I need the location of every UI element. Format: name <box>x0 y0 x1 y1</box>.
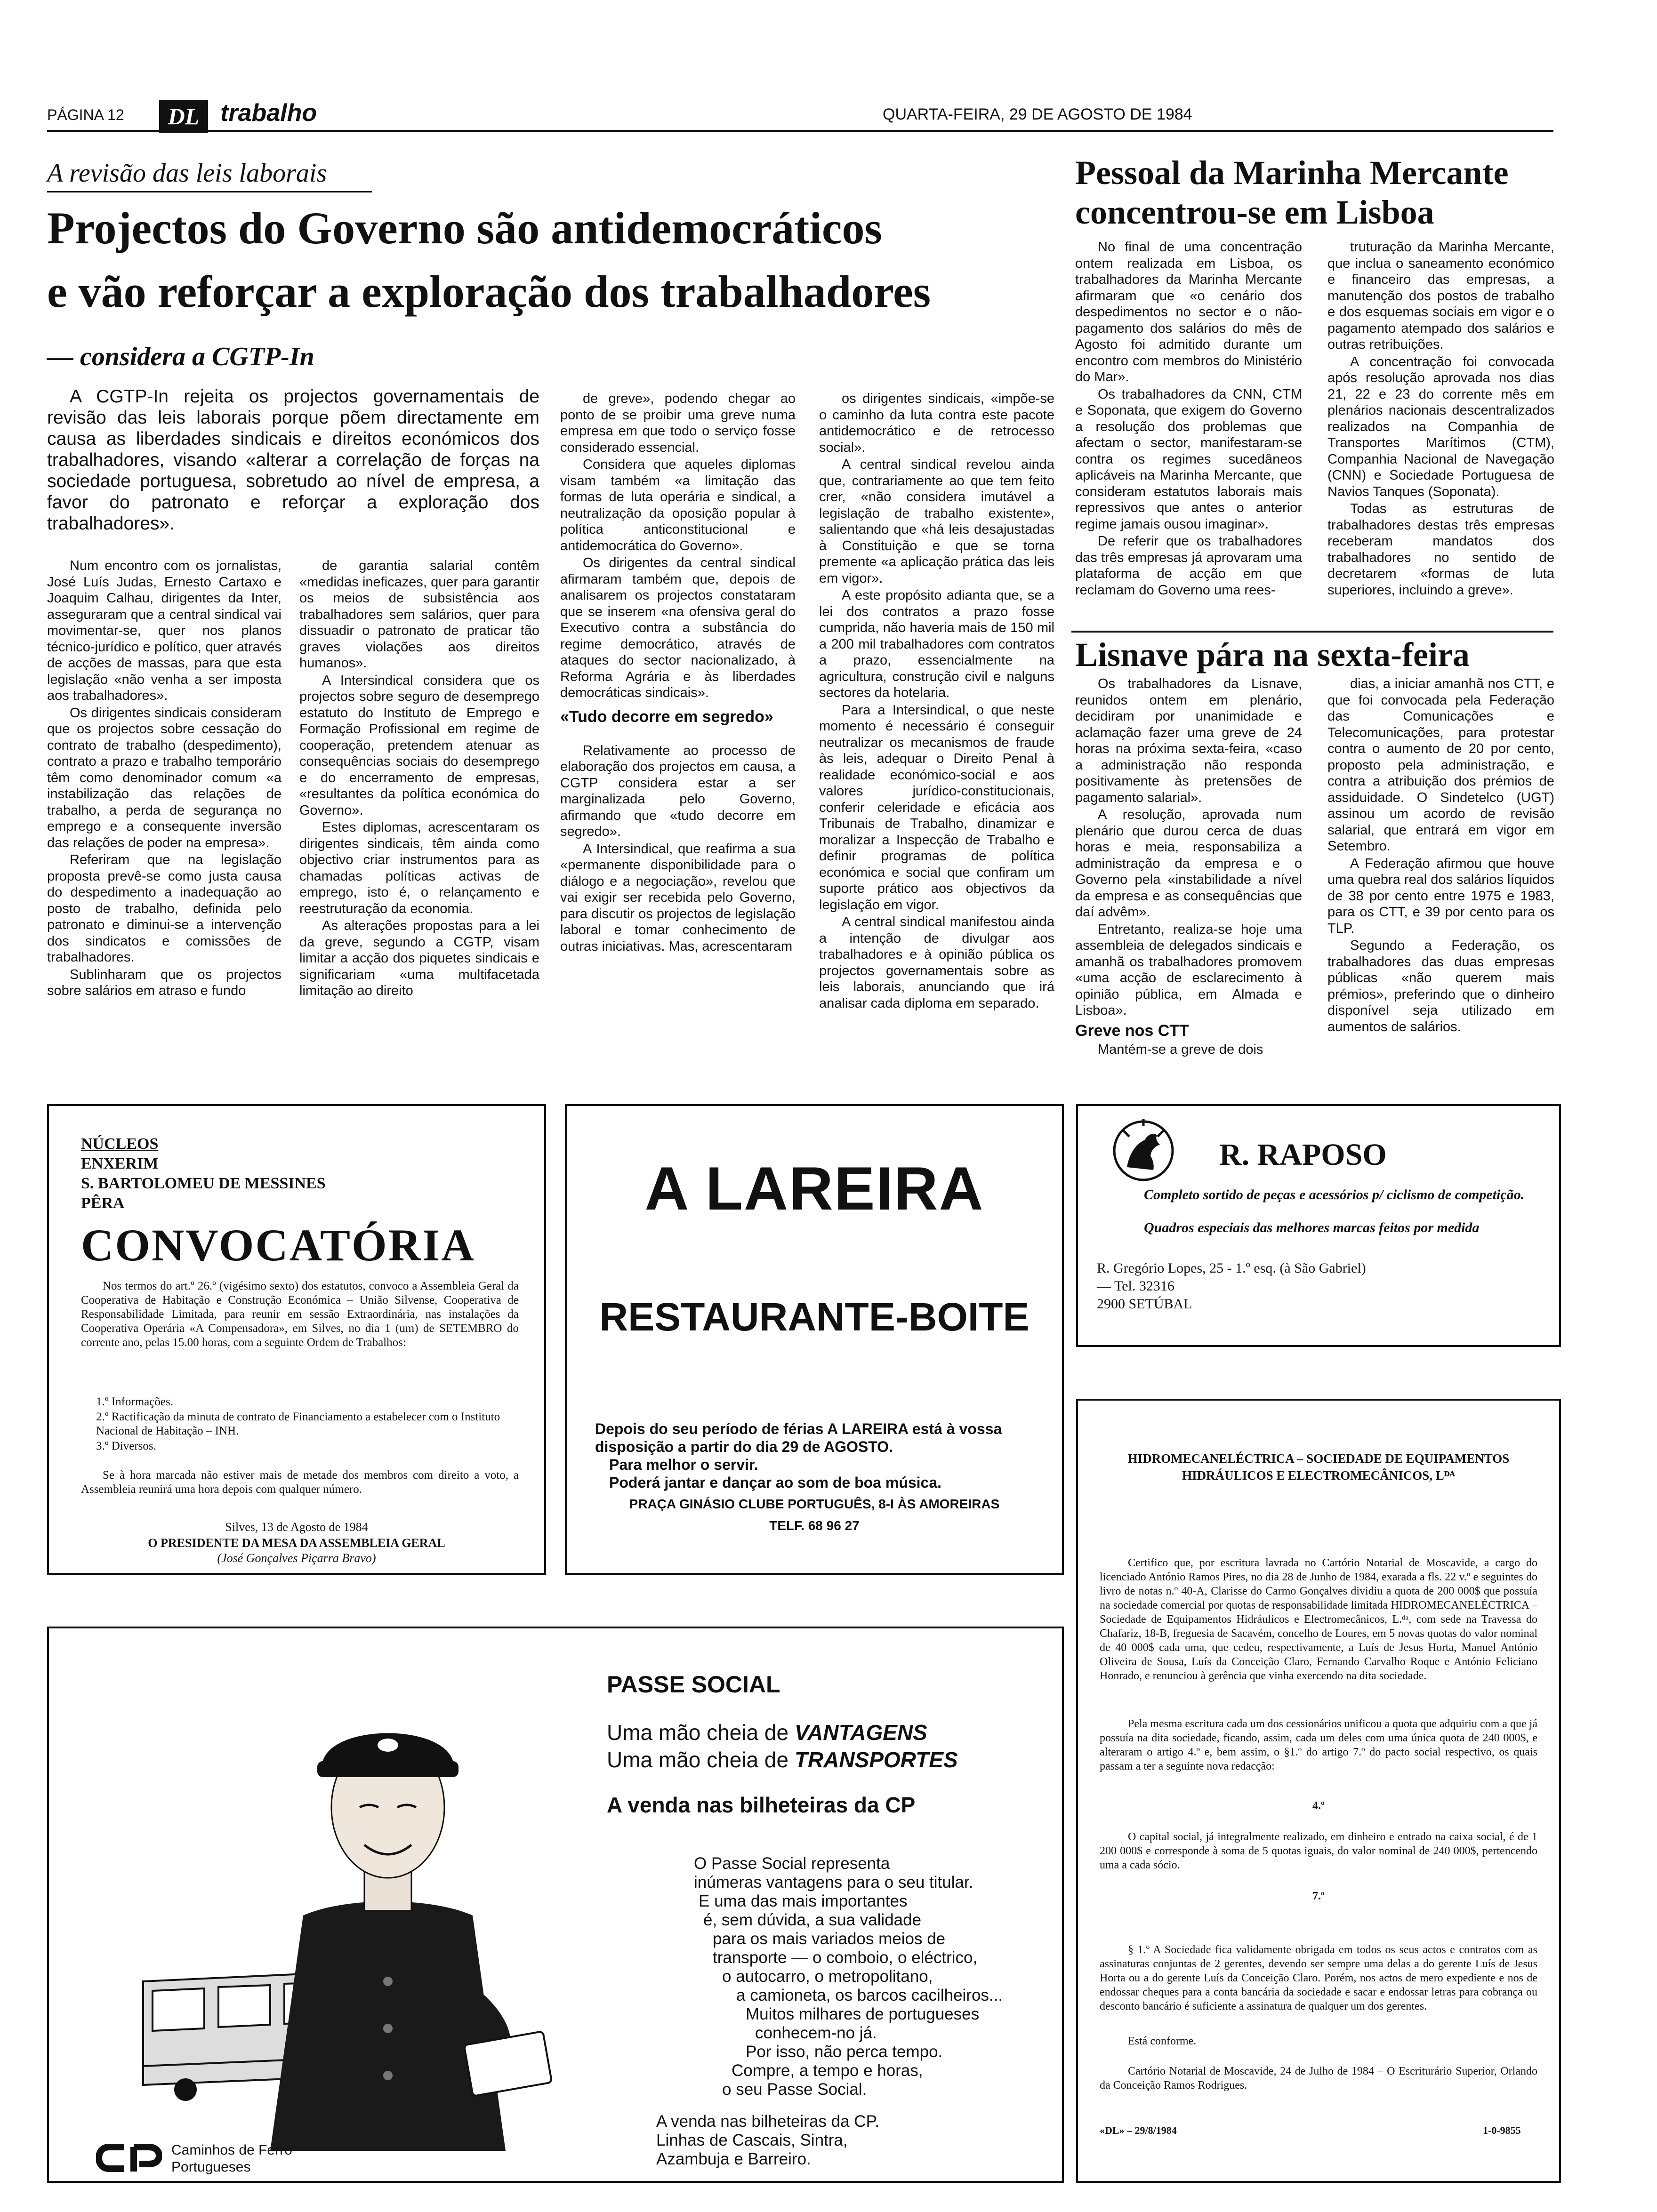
lisnave-headline: Lisnave pára na sexta-feira <box>1075 636 1470 673</box>
notice-body: Nos termos do art.º 26.º (vigésimo sexto) dos estatutos, convoco a Assembleia Geral da Cooperativa de Habitação e Construção Económica – União Silvense, Cooperativa de Responsabilidade Limitada, para reunir em sessão Extraordinária, nas instalações da Cooperativa Operária «A Compensadora», em Silves, no dia 1 (um) de SETEMBRO do corrente ano, pelas 15.00 horas, com a seguinte Ordem de Trabalhos: <box>81 1280 519 1349</box>
tagline-prefix: Uma mão cheia de <box>607 1720 795 1745</box>
body-line: para os mais variados meios de <box>713 1930 946 1948</box>
sales-line: A venda nas bilheteiras da CP <box>607 1793 916 1817</box>
agenda-item: 3.º Diversos. <box>96 1440 156 1452</box>
paragraph: Estes diplomas, acrescentaram os dirigentes sindicais, têm ainda como objectivo criar instrumentos para as chamadas políticas activas de emprego, isto é, o relançamento e reestruturação da economia. <box>299 820 539 916</box>
ad-body <box>694 1854 1052 2099</box>
body-line: inúmeras vantagens para o seu titular. <box>694 1873 973 1891</box>
tagline-emphasis: TRANSPORTES <box>794 1747 958 1772</box>
paragraph: os dirigentes sindicais, «impõe-se o caminho da luta contra este pacote antidemocrático e de retrocesso social». <box>819 391 1054 455</box>
legal-footer-code: 1-0-9855 <box>1483 2124 1521 2136</box>
issue-date: QUARTA-FEIRA, 29 DE AGOSTO DE 1984 <box>883 105 1192 123</box>
conductor-illustration-icon <box>82 1652 637 2151</box>
marinha-col-1 <box>1075 239 1302 630</box>
paragraph: Num encontro com os jornalistas, José Luís Judas, Ernesto Cartaxo e Joaquim Calhau, dirigentes da Inter, asseguraram que a central sindical vai movimentar-se, quer nos planos técnico-jurídico e político, quer através de acções de massas, para que esta legislação «não venha a ser imposta aos trabalhadores». <box>47 558 282 703</box>
shop-address: R. Gregório Lopes, 25 - 1.º esq. (à São Gabriel) <box>1097 1260 1366 1276</box>
paragraph: Todas as estruturas de trabalhadores destas três empresas receberam mandatos dos trabalhadores no sentido de decretarem «formas de luta superiores, incluindo a greve». <box>1327 501 1554 598</box>
article-byline: — considera a CGTP-In <box>47 342 314 371</box>
legal-title-line1: HIDROMECANELÉCTRICA – SOCIEDADE DE EQUIPAMENTOS <box>1127 1451 1510 1466</box>
article-col-1 <box>47 558 282 1085</box>
paragraph: de garantia salarial contêm «medidas ineficazes, quer para garantir os meios de subsistência aos trabalhadores sem salários, quer para dissuadir o patronato de praticar tão graves violações aos direitos humanos». <box>299 558 539 671</box>
paragraph: Sublinharam que os projectos sobre salários em atraso e fundo <box>47 967 282 998</box>
paragraph: A resolução, aprovada num plenário que durou cerca de duas horas e meia, responsabiliza a administração da empresa e o Governo pela «instabilidade a nível da empresa e as consequências que daí advêm». <box>1075 807 1302 920</box>
footer-line: A venda nas bilheteiras da CP. <box>656 2112 880 2131</box>
tagline-prefix: Uma mão cheia de <box>607 1747 795 1772</box>
signer-name: (José Gonçalves Piçarra Bravo) <box>217 1551 376 1565</box>
section-subhead: «Tudo decorre em segredo» <box>560 707 773 726</box>
paragraph: De referir que os trabalhadores das três empresas já aprovaram uma plataforma de acção em que reclamam do Governo uma rees- <box>1075 534 1302 598</box>
lead-paragraph: A CGTP-In rejeita os projectos governamentais de revisão das leis laborais porque põem directamente em causa as liberdades sindicais e direitos económicos dos trabalhadores, visando «alterar a correlação de forças na sociedade portuguesa, sobretudo ao nível de empresa, a favor do patronato e reforçar a exploração dos trabalhadores». <box>47 386 539 534</box>
cp-name-line2: Portugueses <box>171 2159 251 2175</box>
place-date: Silves, 13 de Agosto de 1984 <box>225 1520 368 1534</box>
article-kicker: A revisão das leis laborais <box>47 159 327 188</box>
article-number: 4.º <box>1312 1800 1325 1812</box>
paragraph: truturação da Marinha Mercante, que inclua o saneamento económico e financeiro das empresas, a manutenção dos postos de trabalho e dos esquemas sociais em vigor e o pagamento atempado dos salários e outras retribuições. <box>1327 240 1554 352</box>
ad-subtitle: RESTAURANTE-BOITE <box>599 1295 1030 1339</box>
ad-line: Quadros especiais das melhores marcas feitos por medida <box>1144 1220 1480 1235</box>
tagline-vantagens <box>607 1720 927 1745</box>
body-line: o autocarro, o metropolitano, <box>722 1967 933 1986</box>
paragraph: As alterações propostas para a lei da greve, segundo a CGTP, visam limitar a acção dos piquetes sindicais e significariam «uma multifacetada limitação ao direito <box>299 918 539 998</box>
body-line: Muitos milhares de portugueses <box>746 2005 980 2023</box>
signer-title: O PRESIDENTE DA MESA DA ASSEMBLEIA GERAL <box>148 1536 445 1550</box>
svg-text:DL: DL <box>168 103 200 129</box>
legal-paragraph: O capital social, já integralmente realizado, em dinheiro e entrado na caixa social, é de 1 200 000$ e corresponde à soma de 5 quotas iguais, do valor nominal de 240 000$, pertencendo uma a cada sócio. <box>1100 1831 1537 1871</box>
body-line: Compre, a tempo e horas, <box>732 2061 923 2080</box>
article-number: 7.º <box>1312 1890 1325 1902</box>
body-line: transporte — o comboio, o eléctrico, <box>713 1948 978 1967</box>
paragraph: A este propósito adianta que, se a lei dos contratos a prazo fosse cumprida, não haveria mais de 150 mil a 200 mil trabalhadores com contratos a prazo, essencialmente na agricultura, construção civil e nalguns sectores da hotelaria. <box>819 588 1054 700</box>
ad-line: disposição a partir do dia 29 de AGOSTO. <box>595 1438 893 1455</box>
cp-name-line1: Caminhos de Ferro <box>171 2142 292 2158</box>
ad-title: CONVOCATÓRIA <box>81 1220 475 1270</box>
agenda-item: 2.º Ractificação da minuta de contrato de Financiamento a estabelecer com o Instituto Nacional de Habitação – INH. <box>96 1411 500 1437</box>
ad-phone: TELF. 68 96 27 <box>769 1518 860 1533</box>
notice-note: Se à hora marcada não estiver mais de metade dos membros com direito a voto, a Assembleia reunirá uma hora depois com qualquer número. <box>81 1469 519 1496</box>
legal-paragraph: § 1.º A Sociedade fica validamente obrigada em todos os seus actos e contratos com as assinaturas conjuntas de 2 gerentes, devendo ser sempre uma delas a do gerente Luís de Jesus Horta ou a do gerente Luís da Conceição Claro. Porém, nos actos de mero expediente e nos de endossar cheques para a conta bancária da sociedade e sacar e endossar letras para cobrança ou desconto bancário é suficiente a assinatura de qualquer um dos gerentes. <box>1100 1944 1537 2012</box>
lisnave-col-1 <box>1075 676 1302 1085</box>
paragraph: Segundo a Federação, os trabalhadores das duas empresas públicas «não querem mais prémios», preferindo que o dinheiro disponível seja utilizado em aumentos de salários. <box>1327 938 1554 1034</box>
legal-paragraph: Pela mesma escritura cada um dos cessionários unificou a quota que adquiriu com a que já possuía na dita sociedade, ficando, assim, cada um deles com uma única quota de 240 000$, e alteraram o artigo 4.º e, bem assim, o §1.º do artigo 7.º do pacto social respectivo, os quais passam a ter a seguinte nova redacção: <box>1100 1718 1537 1772</box>
legal-title-line2: HIDRÁULICOS E ELECTROMECÂNICOS, Lᴰᴬ <box>1182 1468 1455 1483</box>
horse-emblem-icon <box>1108 1115 1179 1186</box>
footer-line: Linhas de Cascais, Sintra, <box>656 2131 848 2149</box>
ad-hidromecanelectrica <box>1076 1399 1561 2183</box>
paragraph: A central sindical revelou ainda que, contrariamente ao que tem feito crer, «não considera imutável a legislação de trabalho existente», salientando que «há leis desajustadas à Constituição e que se torna premente «a aplicação prática das leis em vigor». <box>819 457 1054 586</box>
main-headline-line2: e vão reforçar a exploração dos trabalhadores <box>47 266 931 317</box>
org-name-line2: ENXERIM <box>81 1155 159 1172</box>
main-headline-line1: Projectos do Governo são antidemocráticos <box>47 203 882 253</box>
section-name: trabalho <box>220 99 317 127</box>
paragraph: Os dirigentes da central sindical afirmaram também que, depois de analisarem os projectos constataram que se inserem «na ofensiva geral do Executivo contra a substância do regime democrático, através de ataques do sector nacionalizado, à Reforma Agrária e às liberdades democráticas sindicais». <box>560 555 796 700</box>
page-header <box>47 101 1544 129</box>
paragraph: Relativamente ao processo de elaboração dos projectos em causa, a CGTP considera estar a ser marginalizada pelo Governo, afirmando que «tudo decorre em segredo». <box>560 743 796 839</box>
ad-line: Para melhor o servir. <box>609 1456 758 1473</box>
shop-city: 2900 SETÚBAL <box>1097 1296 1192 1312</box>
body-line: Por isso, não perca tempo. <box>746 2043 943 2061</box>
header-rule <box>47 130 1553 132</box>
paragraph: Entretanto, realiza-se hoje uma assembleia de delegados sindicais e amanhã os trabalhadores promovem «uma acção de esclarecimento à opinião pública, em Almada e Lisboa». <box>1075 922 1302 1018</box>
legal-paragraph: Cartório Notarial de Moscavide, 24 de Julho de 1984 – O Escriturário Superior, Orlando da Conceição Ramos Rodrigues. <box>1100 2065 1537 2092</box>
ad-raposo <box>1076 1104 1561 1347</box>
legal-paragraph: Certifico que, por escritura lavrada no Cartório Notarial de Moscavide, a cargo do licenciado António Ramos Pires, no dia 28 de Junho de 1984, exarada a fls. 22 v.º e seguintes do livro de notas n.º 40-A, Clarisse do Carmo Gonçalves dividiu a quota de 200 000$ que possuía na sociedade comercial por quotas de responsabilidade limitada HIDROMECANELÉCTRICA – Sociedade de Equipamentos Hidráulicos e Electromecânicos, L.ᵈᵃ, com sede na Travessa do Chafariz, 18-B, freguesia de Sacavém, concelho de Loures, em 5 novas quotas do valor nominal de 40 000$ cada uma, que cedeu, respectivamente, a Luís de Jesus Horta, Manuel António Oliveira de Sousa, Luís da Conceição Claro, Fernando Carvalho Roque e António Feliciano Honrado, e renunciou à gerência que vinha exercendo na dita sociedade. <box>1100 1557 1537 1682</box>
paragraph: A concentração foi convocada após resolução aprovada nos dias 21, 22 e 23 do corrente mês em plenários nacionais descentralizados realizados na Companhia de Transportes Marítimos (CTM), Companhia Nacional de Navegação (CNN) e Sociedade Portuguesa de Navios Tanques (Soponata). <box>1327 354 1554 499</box>
org-name-line1: NÚCLEOS <box>81 1135 159 1153</box>
footer-line: Azambuja e Barreiro. <box>656 2150 811 2168</box>
agenda-item: 1.º Informações. <box>96 1395 173 1408</box>
dl-logo-icon <box>159 100 208 133</box>
marinha-col-2 <box>1327 239 1554 630</box>
body-line: O Passe Social representa <box>694 1854 890 1873</box>
section-divider <box>1071 631 1553 633</box>
legal-footer-ref: «DL» – 29/8/1984 <box>1100 2124 1177 2136</box>
paragraph: Referiram que na legislação proposta prevê-se como justa causa do despedimento a inadequação ao posto de trabalho, definida pelo patronato e diminui-se a intervenção dos sindicatos e comissões de trabalhadores. <box>47 852 282 965</box>
page-number: PÁGINA 12 <box>47 106 124 123</box>
marinha-headline-line2: concentrou-se em Lisboa <box>1075 193 1434 231</box>
kicker-rule <box>47 191 372 192</box>
ad-line: Depois do seu período de férias A LAREIRA está à vossa <box>595 1420 1002 1437</box>
paragraph: Os trabalhadores da CNN, CTM e Soponata, que exigem do Governo a resolução dos problemas que afectam o sector, manifestaram-se contra os regimes sucedâneos aplicáveis na Marinha Mercante, que consideram estatutos laborais mais repressivos que antes o anterior regime jamais ousou imaginar». <box>1075 386 1302 532</box>
article-lead <box>47 386 539 541</box>
paragraph: A central sindical manifestou ainda a intenção de divulgar aos trabalhadores e à opinião pública os projectos governamentais sobre as leis laborais, anunciando que irá analisar cada diploma em separado. <box>819 914 1054 1011</box>
ad-title: PASSE SOCIAL <box>607 1671 780 1698</box>
paragraph: Para a Intersindical, o que neste momento é necessário é conseguir neutralizar os mecanismos de fraude às leis, adequar o Direito Penal à realidade económico-social e aos valores jurídico-constitucionais, conferir celeridade e eficácia aos Tribunais de Trabalho, dinamizar e moralizar a Inspecção de Trabalho e definir programas de política económica e social que confiram um suporte prático aos objectivos da legislação em vigor. <box>819 702 1054 913</box>
org-name-line3: S. BARTOLOMEU DE MESSINES <box>81 1175 326 1192</box>
ad-title: A LAREIRA <box>644 1154 984 1223</box>
body-line: a camioneta, os barcos cacilheiros... <box>736 1986 1003 2004</box>
body-line: o seu Passe Social. <box>722 2080 867 2099</box>
paragraph: Os trabalhadores da Lisnave, reunidos ontem em plenário, decidiram por unanimidade e aclamação fazer uma greve de 24 horas na próxima sexta-feira, «caso a administração não responda positivamente às pretensões de pagamento salarial». <box>1075 676 1302 805</box>
paragraph: A Federação afirmou que houve uma quebra real dos salários líquidos de 38 por cento entre 1975 e 1983, para os CTT, e 39 por cento para os TLP. <box>1327 856 1554 936</box>
shop-name: R. RAPOSO <box>1219 1138 1387 1172</box>
shop-phone: — Tel. 32316 <box>1097 1278 1174 1294</box>
tagline-transportes <box>607 1747 958 1772</box>
article-col-2 <box>299 558 539 1085</box>
paragraph: Mantém-se a greve de dois <box>1098 1042 1263 1057</box>
paragraph: A Intersindical, que reafirma a sua «permanente disponibilidade para o diálogo e a negociação», revelou que vai exigir ser recebida pelo Governo, para discutir os projectos de legislação laboral e tomar conhecimento de outras iniciativas. Mas, acrescentaram <box>560 841 796 954</box>
body-line: é, sem dúvida, a sua validade <box>703 1911 922 1929</box>
lisnave-col-2 <box>1327 676 1554 1085</box>
article-col-4 <box>819 391 1054 1085</box>
article-col-3 <box>560 391 796 1085</box>
paragraph: No final de uma concentração ontem realizada em Lisboa, os trabalhadores da Marinha Mercante afirmaram que «o cenário dos despedimentos no sector e o não-pagamento dos salários do mês de Agosto foi admitido durante um encontro com membros do Ministério do Mar». <box>1075 240 1302 385</box>
ad-line: Completo sortido de peças e acessórios p/ ciclismo de competição. <box>1144 1187 1525 1202</box>
cp-logo-icon <box>96 2141 162 2174</box>
ad-address: PRAÇA GINÁSIO CLUBE PORTUGUÊS, 8-I ÀS AMOREIRAS <box>629 1497 1000 1511</box>
marinha-headline-line1: Pessoal da Marinha Mercante <box>1075 154 1509 192</box>
legal-paragraph: Está conforme. <box>1128 2035 1197 2047</box>
paragraph: Os dirigentes sindicais consideram que os projectos sobre cessação do contrato de trabalho (despedimento), contrato a prazo e trabalho temporário têm como denominador comum «a instabilização das relações de trabalho, a perda de segurança no emprego e a consequente inversão das relações de poder na empresa». <box>47 705 282 850</box>
body-line: E uma das mais importantes <box>699 1892 908 1910</box>
body-line: conhecem-no já. <box>755 2024 877 2042</box>
ad-passe-social <box>47 1627 1064 2183</box>
ad-convocatoria <box>47 1104 546 1575</box>
paragraph: dias, a iniciar amanhã nos CTT, e que foi convocada pela Federação das Comunicações e Telecomunicações, para protestar contra o aumento de 20 por cento, proposto pela administração, e contra a atribuição dos prémios de assiduidade. O Sindetelco (UGT) assinou um acordo de revisão salarial, que entrará em vigor em Setembro. <box>1327 676 1554 854</box>
ad-lareira <box>565 1104 1064 1575</box>
paragraph: de greve», podendo chegar ao ponto de se proibir uma greve numa empresa em que todo o serviço fosse considerado essencial. <box>560 391 796 455</box>
paragraph: Considera que aqueles diplomas visam também «a limitação das formas de luta operária e sindical, a neutralização da oposição popular à política anticonstitucional e antidemocrática do Governo». <box>560 457 796 553</box>
section-subhead: Greve nos CTT <box>1075 1021 1189 1040</box>
paragraph: A Intersindical considera que os projectos sobre seguro de desemprego estatuto do Instituto de Emprego e Formação Profissional em regime de cooperação, pretendem atenuar as consequências sociais do desemprego e do encerramento de empresas, «resultantes da política económica do Governo». <box>299 673 539 818</box>
ad-line: Poderá jantar e dançar ao som de boa música. <box>609 1474 942 1491</box>
org-name-line4: PÊRA <box>81 1194 125 1212</box>
tagline-emphasis: VANTAGENS <box>794 1720 927 1745</box>
